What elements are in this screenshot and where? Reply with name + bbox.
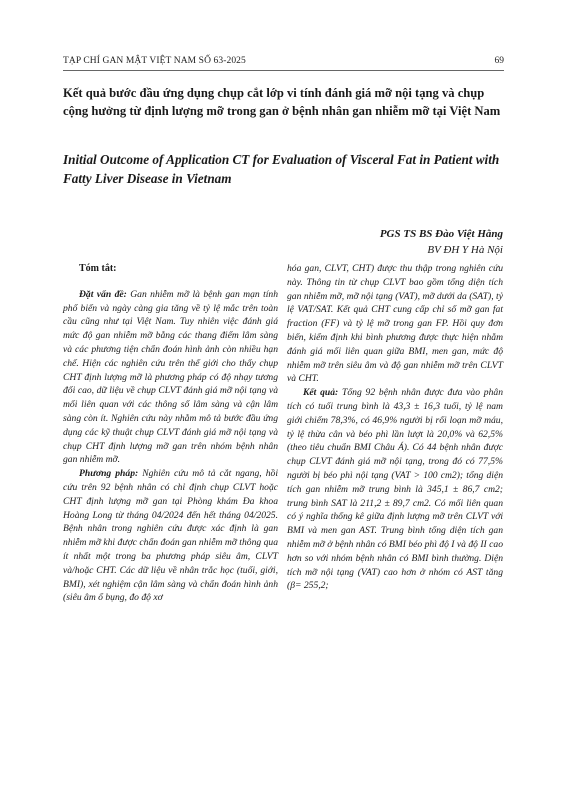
article-subtitle: Initial Outcome of Application CT for Evaluation of Visceral Fat in Patient with Fatty Liver Disease in Vietnam — [63, 152, 500, 186]
methods-paragraph — [63, 467, 278, 605]
right-column — [287, 262, 503, 593]
methods-label: Phương pháp: — [79, 468, 139, 480]
page-number: 69 — [494, 56, 504, 66]
author-block — [380, 226, 503, 258]
background-text: Gan nhiễm mỡ là bệnh gan mạn tính phổ biến và ngày càng gia tăng về tỷ lệ mắc trên toàn cầu cũng như tại Việt Nam. Tuy nhiên việc đánh giá mức độ gan nhiễm mỡ bằng các thang điểm lâm sàng và các phương tiện chẩn đoán hình ảnh còn nhiều hạn chế. Hiện các nghiên cứu trên thế giới cho thấy chụp CHT định lượng mỡ là phương pháp có độ nhạy tương đối cao, dữ liệu về chụp CLVT đánh giá mỡ nội tạng và mối liên quan với các thông số lâm sàng và cận lâm sàng còn ít. Nghiên cứu này nhằm mô tả bước đầu ứng dụng các kỹ thuật chụp CLVT đánh giá mỡ nội tạng và chụp CHT định lượng mỡ gan trên nhóm bệnh nhân gan nhiễm mỡ. — [63, 288, 279, 466]
results-paragraph — [287, 386, 503, 593]
methods-text: Nghiên cứu mô tả cắt ngang, hồi cứu trên 92 bệnh nhân có chỉ định chụp CLVT hoặc CHT định lượng mỡ gan tại Phòng khám Đa khoa Hoàng Long từ tháng 04/2024 đến hết tháng 04/2025. Bệnh nhân trong nghiên cứu được xác định là gan nhiễm mỡ khi được chẩn đoán gan nhiễm mỡ thông qua ít nhất một trong ba phương pháp siêu âm, CLVT và/hoặc CHT. Các dữ liệu về nhân trắc học (tuổi, giới, BMI), xét nghiệm cận lâm sàng và chẩn đoán hình ảnh (siêu âm ổ bụng, đo độ xơ — [63, 468, 278, 604]
left-column — [63, 262, 278, 605]
author-affiliation: BV ĐH Y Hà Nội — [427, 244, 503, 256]
journal-name: TẠP CHÍ GAN MẬT VIỆT NAM SỐ 63-2025 — [63, 56, 246, 66]
background-label: Đặt vấn đề: — [79, 288, 127, 300]
author-name: PGS TS BS Đào Việt Hằng — [379, 228, 503, 240]
article-title: Kết quả bước đầu ứng dụng chụp cắt lớp vi tính đánh giá mỡ nội tạng và chụp cộng hưởng từ định lượng mỡ trong gan ở bệnh nhân gan nhiễm mỡ tại Việt Nam — [63, 86, 501, 118]
results-text: Tổng 92 bệnh nhân được đưa vào phân tích có tuổi trung bình là 43,3 ± 16,3 tuổi, tỷ lệ nam giới chiếm 78,3%, có 46,9% người bị rối loạn mỡ máu, tỷ lệ thừa cân và béo phì lần lượt là 20,0% và 62,5% (theo tiêu chuẩn BMI Châu Á). Có 44 bệnh nhân được chụp CLVT đánh giá mỡ nội tạng, trong đó có 77,5% người bị béo phì nội tạng (VAT > 100 cm2); tổng diện tích gan nhiễm mỡ trung bình là 345,1 ± 86,7 cm2; trung bình SAT là 211,2 ± 89,7 cm2. Có mối liên quan có ý nghĩa thống kê giữa định lượng mỡ trên CLVT với BMI và men gan AST. Trung bình tổng diện tích gan nhiễm mỡ ở bệnh nhân có BMI béo phì độ I và độ II cao hơn so với nhóm bệnh nhân có BMI bình thường. Diện tích mỡ nội tạng (VAT) cao hơn ở nhóm có AST tăng (β= 255,2; — [287, 387, 503, 592]
methods-continuation: hóa gan, CLVT, CHT) được thu thập trong nghiên cứu này. Thông tin từ chụp CLVT bao gồm tổng diện tích gan nhiễm mỡ, mỡ nội tạng (VAT), mỡ dưới da (SAT), tỷ lệ VAT/SAT. Kết quả CHT cung cấp chỉ số mỡ gan fat fraction (FF) và tỷ lệ mỡ trong gan FP. Hồi quy đơn biến, kiểm định khi bình phương được thực hiện nhằm đánh giá mối liên quan giữa BMI, men gan, mức độ nhiễm mỡ trên siêu âm và độ gan nhiễm mỡ trên CLVT và CHT. — [287, 263, 503, 385]
abstract-heading: Tóm tắt: — [79, 263, 117, 274]
background-paragraph — [63, 288, 278, 467]
running-header — [63, 56, 504, 71]
results-label: Kết quả: — [303, 387, 339, 399]
